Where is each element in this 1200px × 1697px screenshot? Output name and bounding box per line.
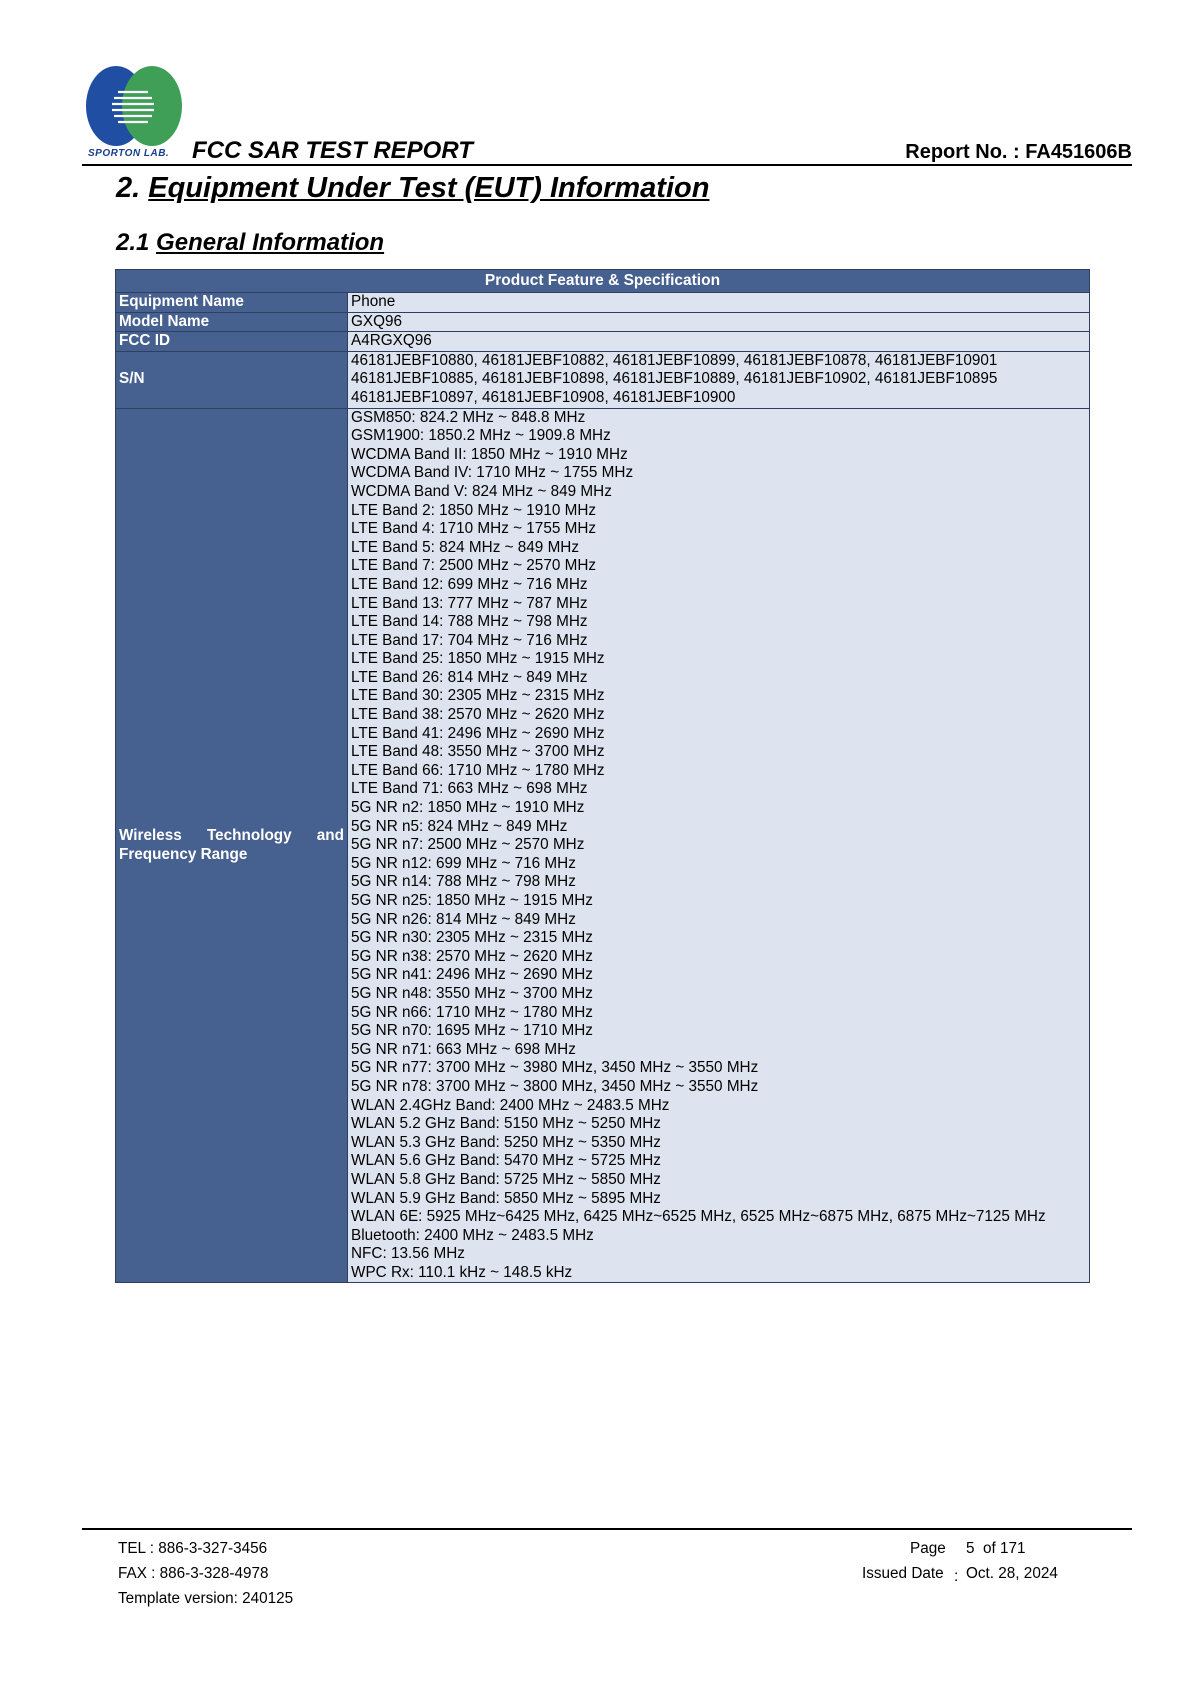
serial-number-line: 46181JEBF10885, 46181JEBF10898, 46181JEBF10889, 46181JEBF10902, 46181JEBF10895 — [351, 370, 998, 388]
frequency-band-line: WLAN 5.3 GHz Band: 5250 MHz ~ 5350 MHz — [351, 1133, 661, 1151]
frequency-band-line: 5G NR n26: 814 MHz ~ 849 MHz — [351, 910, 576, 928]
frequency-band-line: GSM850: 824.2 MHz ~ 848.8 MHz — [351, 408, 586, 426]
table-row — [116, 293, 1090, 313]
wireless-label: Wireless Technology and Frequency Range — [116, 408, 348, 1283]
footer-fax: FAX : 886-3-328-4978 — [118, 1565, 269, 1582]
table-heading: Product Feature & Specification — [116, 270, 1090, 293]
section-number: 2. — [116, 172, 141, 204]
frequency-band-line: WCDMA Band IV: 1710 MHz ~ 1755 MHz — [351, 464, 634, 482]
footer-page-label: Page — [910, 1540, 946, 1557]
section-heading — [116, 172, 709, 205]
frequency-band-line: LTE Band 66: 1710 MHz ~ 1780 MHz — [351, 761, 605, 779]
frequency-band-line: WLAN 2.4GHz Band: 2400 MHz ~ 2483.5 MHz — [351, 1096, 670, 1114]
frequency-band-line: LTE Band 26: 814 MHz ~ 849 MHz — [351, 668, 588, 686]
footer-divider — [82, 1528, 1132, 1530]
frequency-band-line: 5G NR n70: 1695 MHz ~ 1710 MHz — [351, 1022, 593, 1040]
frequency-band-line: WLAN 6E: 5925 MHz~6425 MHz, 6425 MHz~6525 MHz, 6525 MHz~6875 MHz, 6875 MHz~7125 MHz — [351, 1208, 1046, 1226]
frequency-band-line: GSM1900: 1850.2 MHz ~ 1909.8 MHz — [351, 427, 611, 445]
frequency-band-line: 5G NR n5: 824 MHz ~ 849 MHz — [351, 817, 568, 835]
product-spec-table — [115, 269, 1090, 1283]
frequency-band-line: WCDMA Band II: 1850 MHz ~ 1910 MHz — [351, 445, 628, 463]
table-row — [116, 351, 1090, 408]
serial-number-line: 46181JEBF10897, 46181JEBF10908, 46181JEBF10900 — [351, 388, 736, 406]
section-title: Equipment Under Test (EUT) Information — [148, 172, 710, 204]
frequency-band-line: LTE Band 7: 2500 MHz ~ 2570 MHz — [351, 557, 597, 575]
serial-number-line: 46181JEBF10880, 46181JEBF10882, 46181JEBF10899, 46181JEBF10878, 46181JEBF10901 — [351, 351, 998, 369]
frequency-band-line: 5G NR n7: 2500 MHz ~ 2570 MHz — [351, 836, 585, 854]
frequency-band-line: LTE Band 12: 699 MHz ~ 716 MHz — [351, 575, 588, 593]
table-row — [116, 408, 1090, 1283]
frequency-band-line: LTE Band 2: 1850 MHz ~ 1910 MHz — [351, 501, 597, 519]
frequency-band-line: WCDMA Band V: 824 MHz ~ 849 MHz — [351, 482, 612, 500]
frequency-band-line: LTE Band 48: 3550 MHz ~ 3700 MHz — [351, 743, 605, 761]
frequency-band-line: NFC: 13.56 MHz — [351, 1245, 465, 1263]
footer-page-total: of 171 — [983, 1540, 1026, 1557]
equipment-name-label: Equipment Name — [116, 293, 348, 313]
report-title: FCC SAR TEST REPORT — [192, 137, 473, 164]
frequency-band-line: WLAN 5.8 GHz Band: 5725 MHz ~ 5850 MHz — [351, 1170, 661, 1188]
frequency-band-line: LTE Band 17: 704 MHz ~ 716 MHz — [351, 631, 588, 649]
frequency-band-line: LTE Band 25: 1850 MHz ~ 1915 MHz — [351, 650, 605, 668]
frequency-band-line: 5G NR n14: 788 MHz ~ 798 MHz — [351, 873, 576, 891]
frequency-band-line: 5G NR n48: 3550 MHz ~ 3700 MHz — [351, 984, 593, 1002]
frequency-band-line: WLAN 5.6 GHz Band: 5470 MHz ~ 5725 MHz — [351, 1152, 661, 1170]
model-name-label: Model Name — [116, 312, 348, 332]
frequency-band-line: 5G NR n25: 1850 MHz ~ 1915 MHz — [351, 892, 593, 909]
logo-wordmark: SPORTON LAB. — [88, 148, 170, 159]
sn-value — [348, 351, 1090, 408]
sn-label: S/N — [116, 351, 348, 408]
frequency-band-line: 5G NR n71: 663 MHz ~ 698 MHz — [351, 1040, 576, 1058]
frequency-band-line: 5G NR n77: 3700 MHz ~ 3980 MHz, 3450 MHz ~ 3550 MHz — [351, 1059, 759, 1077]
header-divider — [82, 164, 1132, 166]
equipment-name-value: Phone — [348, 293, 1090, 313]
frequency-band-line: 5G NR n78: 3700 MHz ~ 3800 MHz, 3450 MHz ~ 3550 MHz — [351, 1077, 759, 1095]
frequency-band-line: 5G NR n41: 2496 MHz ~ 2690 MHz — [351, 966, 593, 984]
frequency-band-line: 5G NR n30: 2305 MHz ~ 2315 MHz — [351, 929, 593, 947]
frequency-band-line: WLAN 5.2 GHz Band: 5150 MHz ~ 5250 MHz — [351, 1115, 661, 1133]
frequency-band-line: 5G NR n66: 1710 MHz ~ 1780 MHz — [351, 1003, 593, 1021]
frequency-band-line: LTE Band 41: 2496 MHz ~ 2690 MHz — [351, 724, 605, 742]
frequency-band-line: LTE Band 38: 2570 MHz ~ 2620 MHz — [351, 706, 605, 724]
frequency-band-line: 5G NR n38: 2570 MHz ~ 2620 MHz — [351, 947, 593, 965]
fcc-id-label: FCC ID — [116, 332, 348, 352]
subsection-heading — [116, 229, 384, 257]
footer-page-number: 5 — [966, 1540, 975, 1557]
model-name-value: GXQ96 — [348, 312, 1090, 332]
frequency-band-line: LTE Band 4: 1710 MHz ~ 1755 MHz — [351, 520, 597, 538]
frequency-band-line: LTE Band 71: 663 MHz ~ 698 MHz — [351, 780, 588, 798]
footer-template: Template version: 240125 — [118, 1590, 294, 1607]
frequency-band-line: LTE Band 5: 824 MHz ~ 849 MHz — [351, 538, 580, 556]
frequency-band-line: WPC Rx: 110.1 kHz ~ 148.5 kHz — [351, 1263, 573, 1281]
subsection-number: 2.1 — [116, 229, 150, 256]
subsection-title: General Information — [156, 229, 385, 256]
frequency-band-line: LTE Band 14: 788 MHz ~ 798 MHz — [351, 613, 588, 631]
frequency-band-line: 5G NR n12: 699 MHz ~ 716 MHz — [351, 854, 576, 872]
footer-issued-label: Issued Date — [862, 1565, 944, 1582]
frequency-band-line: 5G NR n2: 1850 MHz ~ 1910 MHz — [351, 799, 585, 817]
fcc-id-value: A4RGXQ96 — [348, 332, 1090, 352]
frequency-band-line: LTE Band 13: 777 MHz ~ 787 MHz — [351, 594, 588, 612]
footer-tel: TEL : 886-3-327-3456 — [118, 1540, 268, 1557]
frequency-band-line: WLAN 5.9 GHz Band: 5850 MHz ~ 5895 MHz — [351, 1189, 661, 1207]
table-row — [116, 312, 1090, 332]
table-row — [116, 332, 1090, 352]
footer-issued-date: Oct. 28, 2024 — [966, 1565, 1058, 1582]
frequency-band-line: LTE Band 30: 2305 MHz ~ 2315 MHz — [351, 687, 605, 705]
footer-issued-separator: : — [954, 1568, 959, 1585]
wireless-value — [348, 408, 1090, 1283]
report-number: Report No. : FA451606B — [905, 141, 1132, 163]
frequency-band-line: Bluetooth: 2400 MHz ~ 2483.5 MHz — [351, 1226, 594, 1244]
